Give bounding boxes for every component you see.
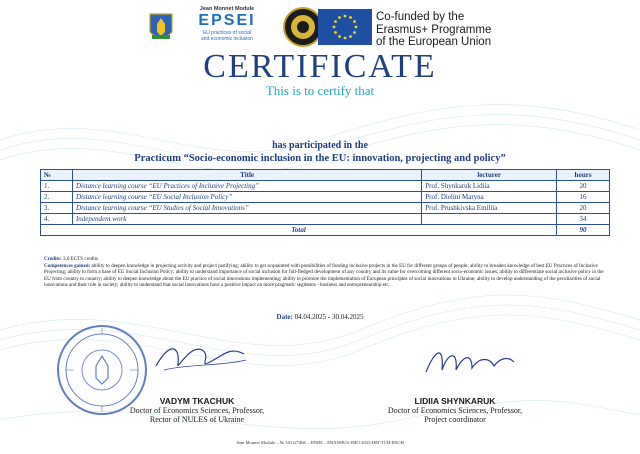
date-value: 04.04.2025 - 30.04.2025: [294, 313, 364, 321]
date-label: Date:: [276, 313, 293, 321]
row-number: 3.: [41, 203, 73, 214]
row-lecturer: [422, 214, 557, 225]
erasmus-line-1: Co-funded by the: [376, 11, 465, 23]
signer-left: [92, 397, 302, 424]
header-number: №: [41, 170, 73, 181]
competences-label: Competences gained:: [44, 262, 91, 269]
credits-value: 3,0 ECTS credits: [63, 256, 98, 262]
row-number: 4.: [41, 214, 73, 225]
erasmus-text: [376, 11, 491, 49]
competences-text: ability to deepen knowledge in projecting activity and project justifying; ability to get acquainted with possibilities of funding inclusive projects in the EU for different groups of people; ability to broaden knowledge of best EU Practices of Inclusive Projecting; ability to form a base of EU Social Inclusion Policy; ability to understand importance of social inclusion for full-fledged development of any country and its value for overcoming different socio-economic issues; ability to differentiate social inclusive policy in the EU from country to country; ability to deepen knowledge about the EU practice of social innovations implementing; ability to promote the implementation of European principles of social innovations in Ukraine; ability to develop understanding of the peculiarities of social innovations and their role in society; ability to understand that social innovations have a positive impact on more pragmatic segments - business and entrepreneurship etc.: [44, 262, 604, 289]
header-hours: hours: [557, 170, 610, 181]
row-number: 1.: [41, 181, 73, 192]
credits-line: [44, 256, 604, 263]
header-lecturer: lecturer: [422, 170, 557, 181]
row-hours: 20: [557, 181, 610, 192]
row-hours: 34: [557, 214, 610, 225]
epsei-logo: [178, 6, 276, 50]
competences-paragraph: [44, 263, 604, 289]
row-title: Distance learning course “EU Studies of Social Innovations”: [72, 203, 421, 214]
ukraine-crest-icon: [148, 12, 174, 44]
table-row: [41, 192, 610, 203]
header-logos: [0, 4, 640, 50]
competences-section: [44, 256, 604, 289]
total-row: [41, 225, 610, 236]
footer-reference: Jean Monnet Module – № 101127466 – EPSEI – ERASMUS-JMO-2023-HEI-TCH-RSCH: [236, 440, 404, 445]
signer-left-title-2: Rector of NULES of Ukraine: [149, 415, 245, 424]
certify-text: This is to certify that: [265, 83, 375, 98]
eu-flag-icon: [318, 9, 372, 45]
table-row: [41, 214, 610, 225]
signer-right-name: LIDIIA SHYNKARUK: [414, 396, 496, 406]
total-hours: 90: [557, 225, 610, 236]
date-line: [0, 313, 640, 321]
row-title: Independent work: [72, 214, 421, 225]
table-row: [41, 181, 610, 192]
signature: [418, 340, 518, 380]
signer-right-title-1: Doctor of Economics Sciences, Professor,: [387, 406, 523, 415]
practicum-title: Practicum “Socio-economic inclusion in the EU: innovation, projecting and policy”: [134, 153, 506, 164]
row-lecturer: Prof. Dielini Maryna: [422, 192, 557, 203]
credits-label: Credits:: [44, 256, 62, 262]
jean-monnet-label: Jean Monnet Module: [199, 6, 255, 12]
header-title: Title: [72, 170, 421, 181]
erasmus-line-3: of the European Union: [376, 36, 492, 48]
certificate-title: CERTIFICATE: [203, 48, 437, 85]
row-lecturer: Prof. Shynkaruk Lidiia: [422, 181, 557, 192]
epsei-name: EPSEI: [198, 12, 256, 29]
epsei-subtitle-1: EU practices of social: [202, 30, 252, 36]
signature: [150, 336, 250, 376]
row-title: Distance learning course “EU Social Inclusion Policy”: [72, 192, 421, 203]
row-hours: 20: [557, 203, 610, 214]
courses-table: [40, 169, 610, 236]
signer-right-title-2: Project coordinator: [424, 415, 486, 424]
participated-text: has participated in the: [272, 140, 368, 151]
row-number: 2.: [41, 192, 73, 203]
signer-left-name: VADYM TKACHUK: [159, 396, 235, 406]
signer-right: [340, 397, 570, 424]
erasmus-line-2: Erasmus+ Programme: [376, 23, 492, 36]
table-row: [41, 203, 610, 214]
total-label: Total: [41, 225, 557, 236]
row-hours: 16: [557, 192, 610, 203]
signer-left-title-1: Doctor of Economics Sciences, Professor,: [129, 406, 265, 415]
epsei-subtitle-2: and economic inclusion: [201, 36, 253, 42]
table-header-row: [41, 170, 610, 181]
row-title: Distance learning course “EU Practices of Inclusive Projecting”: [72, 181, 421, 192]
row-lecturer: Prof. Prushkivska Emiliia: [422, 203, 557, 214]
